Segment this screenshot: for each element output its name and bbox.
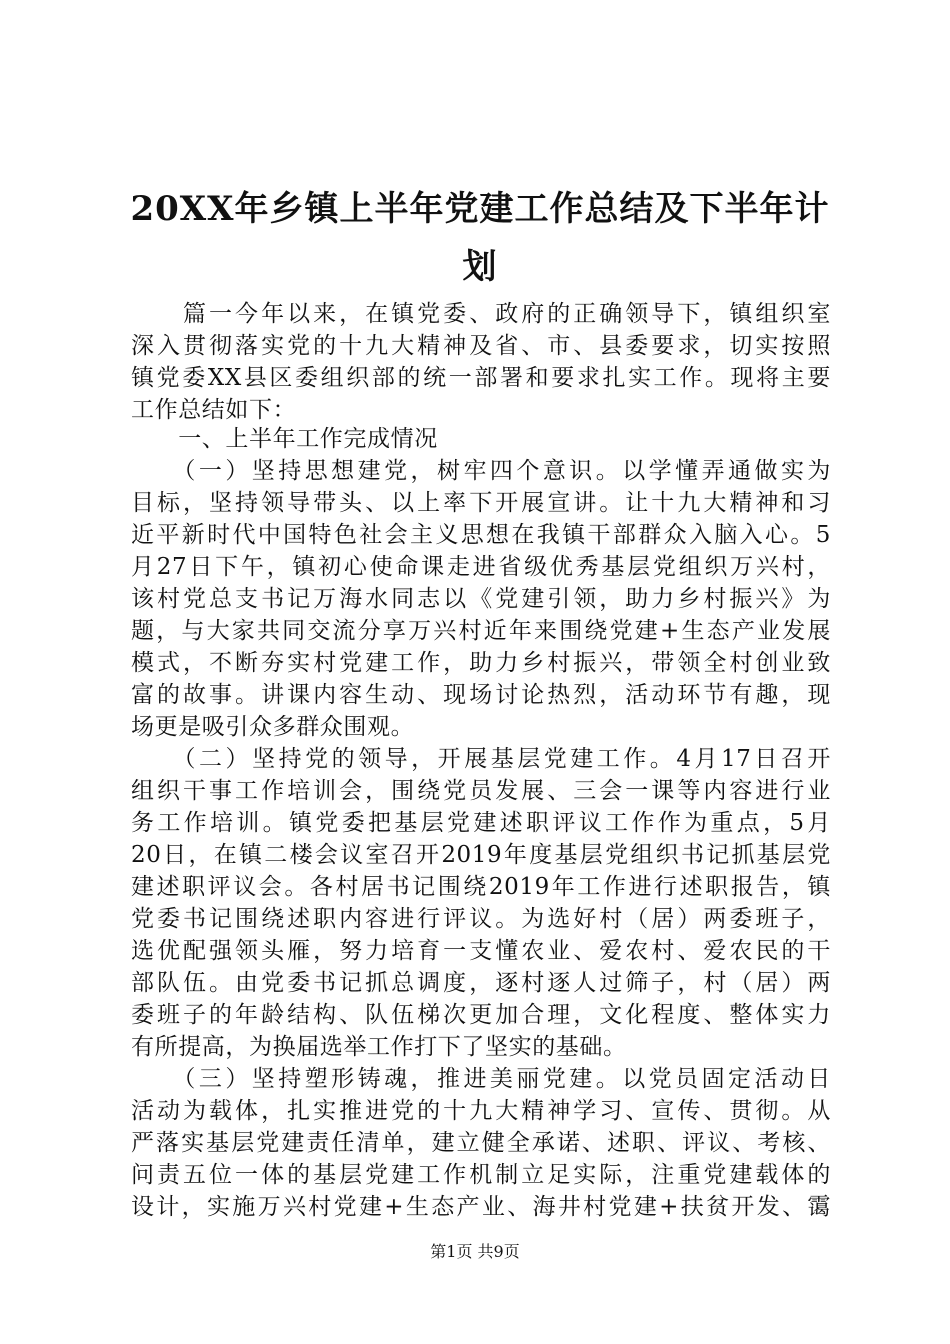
- body-line: 设计，实施万兴村党建+生态产业、海井村党建+扶贫开发、霭: [131, 1194, 831, 1220]
- body-line: （二）坚持党的领导，开展基层党建工作。4月17日召开: [131, 746, 831, 772]
- body-line: 镇党委XX县区委组织部的统一部署和要求扎实工作。现将主要: [131, 365, 831, 391]
- body-line: 务工作培训。镇党委把基层党建述职评议工作作为重点，5月: [131, 810, 831, 836]
- body-line: 问责五位一体的基层党建工作机制立足实际，注重党建载体的: [131, 1162, 831, 1188]
- document-title-line-1: 20XX年乡镇上半年党建工作总结及下半年计: [130, 189, 830, 229]
- page-number-footer: 第1页 共9页: [430, 1242, 520, 1261]
- body-line: 严落实基层党建责任清单，建立健全承诺、述职、评议、考核、: [131, 1130, 831, 1156]
- body-line: 活动为载体，扎实推进党的十九大精神学习、宣传、贯彻。从: [131, 1098, 831, 1124]
- body-line: 模式，不断夯实村党建工作，助力乡村振兴，带领全村创业致: [131, 650, 831, 676]
- body-line: 委班子的年龄结构、队伍梯次更加合理，文化程度、整体实力: [131, 1002, 831, 1028]
- body-line: 深入贯彻落实党的十九大精神及省、市、县委要求，切实按照: [131, 333, 831, 359]
- body-line: 20日，在镇二楼会议室召开2019年度基层党组织书记抓基层党: [131, 842, 831, 868]
- body-line: 该村党总支书记万海水同志以《党建引领，助力乡村振兴》为: [131, 586, 831, 612]
- body-line: 组织干事工作培训会，围绕党员发展、三会一课等内容进行业: [131, 778, 831, 804]
- body-line: 月27日下午，镇初心使命课走进省级优秀基层党组织万兴村，: [131, 554, 831, 580]
- body-line: 选优配强领头雁，努力培育一支懂农业、爱农村、爱农民的干: [131, 938, 831, 964]
- body-line: 有所提高，为换届选举工作打下了坚实的基础。: [131, 1034, 627, 1060]
- section-heading: 一、上半年工作完成情况: [131, 426, 438, 452]
- body-line: 党委书记围绕述职内容进行评议。为选好村（居）两委班子，: [131, 906, 831, 932]
- body-line: 富的故事。讲课内容生动、现场讨论热烈，活动环节有趣，现: [131, 682, 831, 708]
- body-line: 目标，坚持领导带头、以上率下开展宣讲。让十九大精神和习: [131, 490, 831, 516]
- body-line: 场更是吸引众多群众围观。: [131, 714, 415, 740]
- document-title-line-2: 划: [462, 247, 498, 287]
- body-line: 建述职评议会。各村居书记围绕2019年工作进行述职报告，镇: [131, 874, 831, 900]
- body-line: 部队伍。由党委书记抓总调度，逐村逐人过筛子，村（居）两: [131, 970, 831, 996]
- body-line: 篇一今年以来，在镇党委、政府的正确领导下，镇组织室: [131, 301, 831, 327]
- body-line: （一）坚持思想建党，树牢四个意识。以学懂弄通做实为: [131, 458, 831, 484]
- body-line: 题，与大家共同交流分享万兴村近年来围绕党建+生态产业发展: [131, 618, 831, 644]
- body-line: （三）坚持塑形铸魂，推进美丽党建。以党员固定活动日: [131, 1066, 831, 1092]
- body-line: 工作总结如下：: [131, 397, 297, 423]
- body-line: 近平新时代中国特色社会主义思想在我镇干部群众入脑入心。5: [131, 522, 831, 548]
